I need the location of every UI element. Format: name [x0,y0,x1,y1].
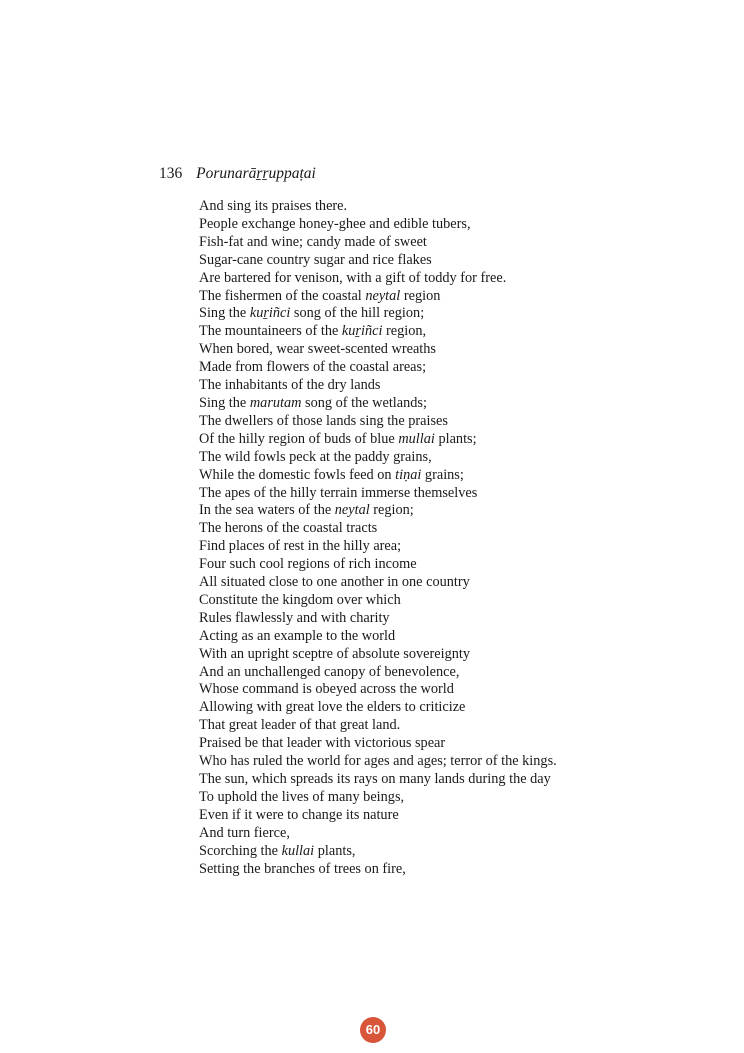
line-text: Sugar-cane country sugar and rice flakes [199,251,432,268]
line-text: Allowing with great love the elders to criticize [199,699,466,716]
poem-line [199,520,719,538]
line-text: The wild fowls peck at the paddy grains, [199,448,432,465]
poem-line [199,485,719,503]
line-text: The herons of the coastal tracts [199,520,378,537]
poem-line [199,771,719,789]
poem-line [199,341,719,359]
poem-line [199,735,719,753]
page-number: 136 [159,165,183,182]
poem-line [199,592,719,610]
line-text: Constitute the kingdom over which [199,591,401,608]
poem-line [199,610,719,628]
italic-term: kullai [281,842,315,859]
poem-line [199,431,719,449]
line-text: Fish-fat and wine; candy made of sweet [199,233,427,250]
poem-line [199,323,719,341]
line-text: Of the hilly region of buds of blue [199,430,399,447]
poem-line [199,861,719,879]
poem-line [199,377,719,395]
line-text: Whose command is obeyed across the world [199,681,454,698]
line-text: song of the wetlands; [301,394,427,411]
italic-term: tiṇai [395,466,422,483]
line-text: region [400,287,441,304]
line-text: That great leader of that great land. [199,717,401,734]
line-text: song of the hill region; [290,305,425,322]
italic-term: kuṟiñci [341,323,383,340]
line-text: When bored, wear sweet-scented wreaths [199,341,436,358]
line-text: grains; [421,466,464,483]
line-text: Scorching the [199,842,282,859]
poem-line [199,753,719,771]
line-text: Sing the [199,305,250,322]
poem-line [199,574,719,592]
line-text: Praised be that leader with victorious spear [199,735,446,752]
italic-term: marutam [249,394,302,411]
poem-line [199,198,719,216]
line-text: Who has ruled the world for ages and ages; terror of the kings. [199,753,557,770]
poem-line [199,646,719,664]
poem-line [199,305,719,323]
line-text: region; [369,502,414,519]
poem-line [199,413,719,431]
poem-line [199,502,719,520]
italic-term: kuṟiñci [249,305,291,322]
poem-line [199,807,719,825]
line-text: plants, [314,842,356,859]
poem-line [199,449,719,467]
italic-term: neytal [365,287,401,304]
line-text: All situated close to one another in one country [199,574,470,591]
poem-line [199,825,719,843]
line-text: And turn fierce, [199,824,290,841]
poem-text [199,198,719,878]
line-text: The dwellers of those lands sing the praises [199,412,448,429]
line-text: plants; [434,430,477,447]
line-text: People exchange honey-ghee and edible tubers, [199,215,471,232]
line-text: The fishermen of the coastal [199,287,366,304]
line-text: The inhabitants of the dry lands [199,377,381,394]
line-text: The sun, which spreads its rays on many lands during the day [199,771,551,787]
line-text: The apes of the hilly terrain immerse themselves [199,484,478,501]
poem-line [199,252,719,270]
line-text: And an unchallenged canopy of benevolence, [199,663,460,680]
poem-line [199,288,719,306]
line-text: Four such cool regions of rich income [199,556,417,573]
line-text: Even if it were to change its nature [199,806,399,823]
running-title: Porunarāṟṟuppaṭai [196,165,316,182]
line-text: To uphold the lives of many beings, [199,788,405,805]
poem-line [199,699,719,717]
line-text: region, [382,323,427,340]
line-text: With an upright sceptre of absolute sovereignty [199,645,470,662]
poem-line [199,664,719,682]
poem-line [199,538,719,556]
line-text: Are bartered for venison, with a gift of toddy for free. [199,269,507,286]
poem-line [199,270,719,288]
italic-term: neytal [334,502,370,519]
poem-line [199,395,719,413]
poem-line [199,843,719,861]
poem-line [199,359,719,377]
line-text: The mountaineers of the [199,323,342,340]
poem-line [199,467,719,485]
line-text: Acting as an example to the world [199,627,396,644]
poem-line [199,789,719,807]
poem-line [199,717,719,735]
italic-term: mullai [398,430,435,447]
line-text: Made from flowers of the coastal areas; [199,359,427,376]
line-text: Setting the branches of trees on fire, [199,860,406,877]
line-text: Sing the [199,394,250,411]
line-text: Rules flawlessly and with charity [199,609,390,626]
page-badge: 60 [360,1017,386,1043]
poem-line [199,216,719,234]
line-text: Find places of rest in the hilly area; [199,538,402,555]
poem-line [199,628,719,646]
line-text: And sing its praises there. [199,198,348,214]
line-text: In the sea waters of the [199,502,335,519]
poem-line [199,556,719,574]
poem-line [199,234,719,252]
poem-line [199,681,719,699]
page-header [159,164,316,184]
line-text: While the domestic fowls feed on [199,466,396,483]
